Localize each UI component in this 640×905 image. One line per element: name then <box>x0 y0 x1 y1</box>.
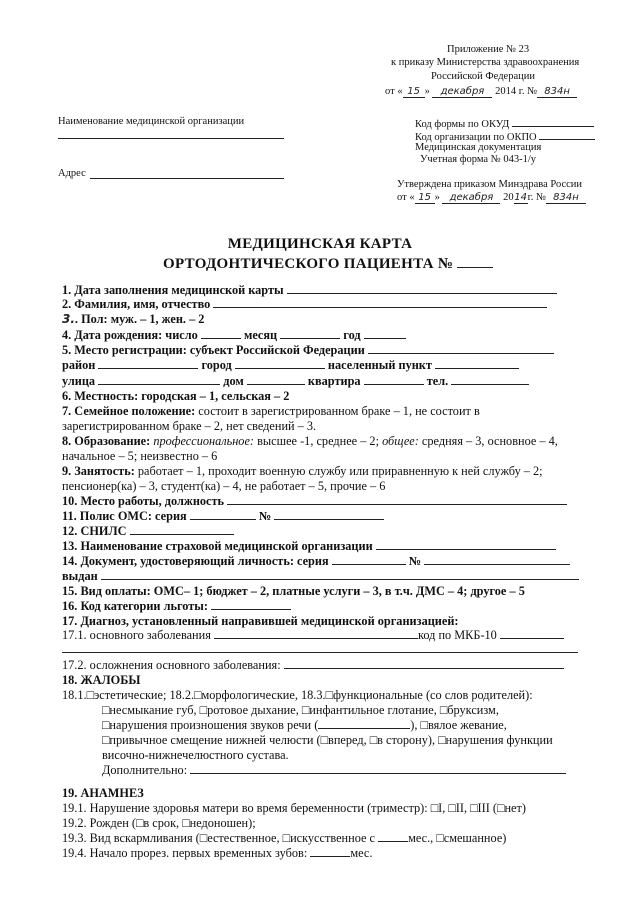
field-8: 8. Образование: профессиональное: высшее -1, среднее – 2; общее: средняя – 3, основное – 4, <box>62 434 558 448</box>
anamnesis-line-2: 19.2. Рожден (□в срок, □недоношен); <box>62 816 256 830</box>
complaints-line-3: □нарушения произношения звуков речи ( ), □вялое жевание, <box>102 718 507 732</box>
okud-label: Код формы по ОКУД <box>415 116 594 130</box>
field-1: 1. Дата заполнения медицинской карты <box>62 283 557 298</box>
oms-series-field[interactable] <box>190 509 256 520</box>
id-issued-field[interactable] <box>101 569 579 580</box>
approved-day: 15 <box>415 192 435 204</box>
workplace-field[interactable] <box>227 494 567 505</box>
approved-date: от « 15 » декабря 2014г. № 834н <box>397 192 586 204</box>
field-14-issued: выдан <box>62 569 579 584</box>
field-4: 4. Дата рождения: число месяц год <box>62 328 406 343</box>
complaints-line-1: 18.1.□эстетические; 18.2.□морфологические, 18.3.□функциональные (со слов родителей): <box>62 688 533 702</box>
icd10-code-field[interactable] <box>500 628 564 639</box>
approved-month: декабря <box>442 192 500 204</box>
okpo-label: Код организации по ОКПО <box>415 129 595 143</box>
settlement-field[interactable] <box>435 358 519 369</box>
complaints-line-4: □привычное смещение нижней челюсти (□вперед, □в сторону), □нарушения функции <box>102 733 553 747</box>
insurance-org-field[interactable] <box>376 539 556 550</box>
birth-day-field[interactable] <box>201 328 241 339</box>
order-month: декабря <box>432 86 492 98</box>
complaints-title: 18. ЖАЛОБЫ <box>62 673 141 687</box>
field-10: 10. Место работы, должность <box>62 494 567 509</box>
teething-months-field[interactable] <box>310 846 350 857</box>
field-17-1: 17.1. основного заболевания код по МКБ-10 <box>62 628 564 643</box>
approved-label: Утверждена приказом Минздрава России <box>397 179 583 190</box>
full-name-field[interactable] <box>213 297 547 308</box>
med-doc-label: Медицинская документация <box>415 142 542 153</box>
field-11: 11. Полис ОМС: серия № <box>62 509 384 524</box>
district-field[interactable] <box>98 358 198 369</box>
order-day: 15 <box>403 86 425 98</box>
field-13: 13. Наименование страховой медицинской организации <box>62 539 556 554</box>
field-9: 9. Занятость: работает – 1, проходит военную службу или приравненную к ней службу – 2; <box>62 464 543 478</box>
main-diagnosis-field[interactable] <box>214 628 418 639</box>
field-2: 2. Фамилия, имя, отчество <box>62 297 547 312</box>
birth-year-field[interactable] <box>364 328 406 339</box>
field-15: 15. Вид оплаты: ОМС– 1; бюджет – 2, платные услуги – 3, в т.ч. ДМС – 4; другое – 5 <box>62 584 525 598</box>
region-field[interactable] <box>368 343 554 354</box>
address-line[interactable] <box>90 178 284 179</box>
title-line-2: ОРТОДОНТИЧЕСКОГО ПАЦИЕНТА № <box>163 254 493 273</box>
approved-number: 834н <box>546 192 586 204</box>
field-3-mark: 3. <box>62 312 75 326</box>
order-date: от « 15 » декабря 2014 г. № 834н <box>385 86 577 98</box>
field-16: 16. Код категории льготы: <box>62 599 291 614</box>
okpo-field[interactable] <box>539 129 595 140</box>
oms-number-field[interactable] <box>274 509 384 520</box>
street-field[interactable] <box>98 374 220 385</box>
field-12: 12. СНИЛС <box>62 524 234 539</box>
diagnosis-continuation-line[interactable] <box>62 652 578 653</box>
field-7-cont: зарегистрированном браке – 2, нет сведений – 3. <box>62 419 317 433</box>
federation-label: Российской Федерации <box>431 71 535 82</box>
apartment-field[interactable] <box>364 374 424 385</box>
field-8-cont: начальное – 5; неизвестно – 6 <box>62 449 218 463</box>
house-field[interactable] <box>247 374 305 385</box>
card-number-field[interactable] <box>457 254 493 268</box>
field-5-row2: район город населенный пункт <box>62 358 519 373</box>
complaints-line-5: височно-нижнечелюстного сустава. <box>102 748 289 762</box>
speech-sounds-field[interactable] <box>318 718 410 729</box>
anamnesis-title: 19. АНАМНЕЗ <box>62 786 144 800</box>
complications-field[interactable] <box>284 658 564 669</box>
birth-month-field[interactable] <box>280 328 340 339</box>
field-14: 14. Документ, удостоверяющий личность: серия № <box>62 554 570 569</box>
address-label: Адрес <box>58 168 86 179</box>
field-17-2: 17.2. осложнения основного заболевания: <box>62 658 564 673</box>
field-5-row3: улица дом квартира тел. <box>62 374 529 389</box>
complaints-line-2: □несмыкание губ, □ротовое дыхание, □инфантильное глотание, □бруксизм, <box>102 703 499 717</box>
fill-date-field[interactable] <box>287 283 557 294</box>
org-name-label: Наименование медицинской организации <box>58 116 245 127</box>
anamnesis-line-4: 19.4. Начало прорез. первых временных зубов: мес. <box>62 846 373 860</box>
id-number-field[interactable] <box>424 554 570 565</box>
appendix-label: Приложение № 23 <box>447 44 530 55</box>
city-field[interactable] <box>235 358 325 369</box>
title-line-1: МЕДИЦИНСКАЯ КАРТА <box>227 236 413 252</box>
additional-complaints-field[interactable] <box>190 763 566 774</box>
anamnesis-line-1: 19.1. Нарушение здоровья матери во время беременности (триместр): □I, □II, □III (□нет) <box>62 801 526 815</box>
approved-year: 14 <box>514 192 527 203</box>
org-name-line[interactable] <box>58 138 284 139</box>
anamnesis-line-3: 19.3. Вид вскармливания (□естественное, □искусственное с мес., □смешанное) <box>62 831 507 845</box>
okud-field[interactable] <box>512 116 594 127</box>
order-number: 834н <box>537 86 577 98</box>
field-6: 6. Местность: городская – 1, сельская – 2 <box>62 389 290 403</box>
phone-field[interactable] <box>451 374 529 385</box>
field-7: 7. Семейное положение: состоит в зарегистрированном браке – 1, не состоит в <box>62 404 480 418</box>
order-label: к приказу Министерства здравоохранения <box>391 57 580 68</box>
complaints-additional: Дополнительно: <box>102 763 566 778</box>
field-5: 5. Место регистрации: субъект Российской Федерации <box>62 343 554 358</box>
snils-field[interactable] <box>130 524 234 535</box>
field-17: 17. Диагноз, установленный направившей медицинской организацией: <box>62 614 459 628</box>
form-number-label: Учетная форма № 043-1/у <box>420 154 537 165</box>
id-series-field[interactable] <box>332 554 406 565</box>
field-9-cont: пенсионер(ка) – 3, студент(ка) – 4, не работает – 5, прочие – 6 <box>62 479 386 493</box>
benefit-code-field[interactable] <box>211 599 291 610</box>
artificial-feeding-months-field[interactable] <box>378 831 408 842</box>
field-3: 3.. Пол: муж. – 1, жен. – 2 <box>62 312 205 326</box>
